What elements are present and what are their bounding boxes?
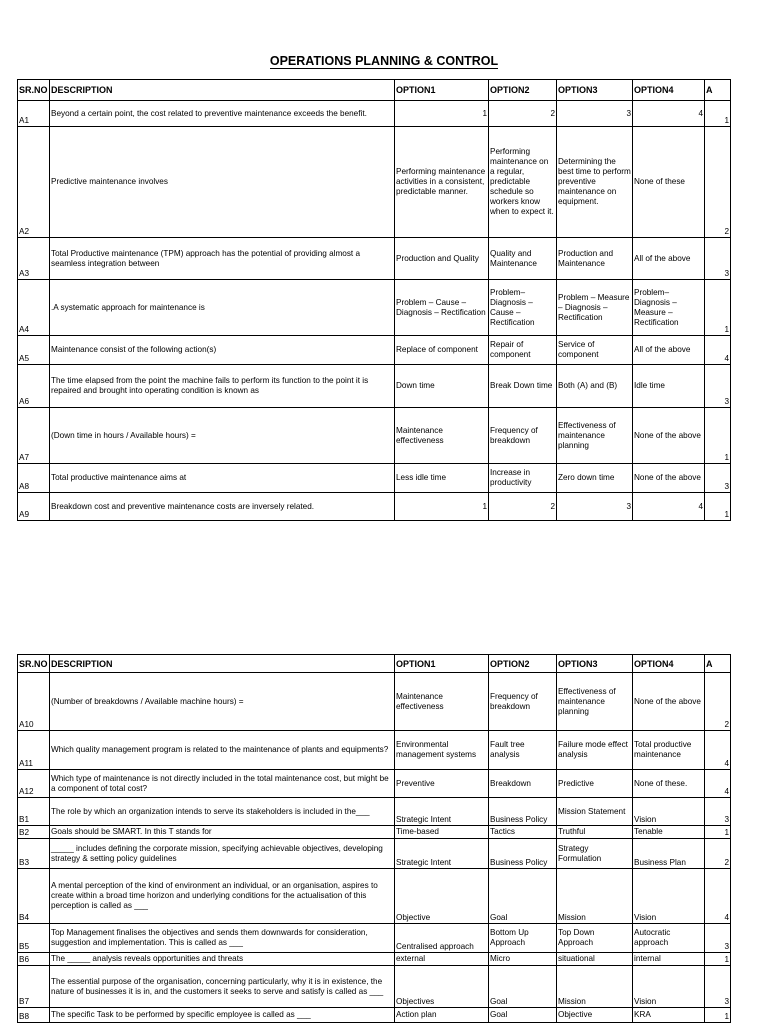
table-row — [18, 839, 731, 869]
option3-cell: Objective — [557, 1008, 633, 1023]
answer-cell: 1 — [705, 953, 731, 966]
option2-cell: Repair of component — [489, 336, 557, 365]
option3-cell: Effectiveness of maintenance planning — [557, 673, 633, 731]
table-row — [18, 101, 731, 127]
option2-cell: Break Down time — [489, 365, 557, 408]
option2-cell: Business Policy — [489, 798, 557, 826]
sr-cell: B3 — [18, 839, 50, 869]
option1-cell: Objectives — [395, 966, 489, 1008]
option4-cell: KRA — [633, 1008, 705, 1023]
option1-cell: Replace of component — [395, 336, 489, 365]
description-cell: .A systematic approach for maintenance is — [50, 280, 395, 336]
option1-cell: external — [395, 953, 489, 966]
description-cell: (Down time in hours / Available hours) = — [50, 408, 395, 464]
option3-cell: Strategy Formulation — [557, 839, 633, 869]
option4-cell: None of these. — [633, 770, 705, 798]
sr-cell: A2 — [18, 127, 50, 238]
option2-cell: Business Policy — [489, 839, 557, 869]
option4-cell: None of the above — [633, 408, 705, 464]
option4-cell: 4 — [633, 493, 705, 521]
option3-cell: Production and Maintenance — [557, 238, 633, 280]
header-option1: OPTION1 — [395, 80, 489, 101]
option2-cell: Goal — [489, 1008, 557, 1023]
description-cell: Total productive maintenance aims at — [50, 464, 395, 493]
answer-cell: 2 — [705, 673, 731, 731]
option2-cell: 2 — [489, 101, 557, 127]
header-option4: OPTION4 — [633, 655, 705, 673]
option1-cell: Strategic Intent — [395, 839, 489, 869]
sr-cell: B7 — [18, 966, 50, 1008]
description-cell: The time elapsed from the point the machine fails to perform its function to the point it is repaired and brought into operating condition is known as — [50, 365, 395, 408]
description-cell: A mental perception of the kind of environment an individual, or an organisation, aspires to create within a broad time horizon and underlying conditions for the actualisation of this perception is called as ___ — [50, 869, 395, 924]
option4-cell: Autocratic approach — [633, 924, 705, 953]
table-row — [18, 953, 731, 966]
option1-cell: Production and Quality — [395, 238, 489, 280]
option4-cell: None of these — [633, 127, 705, 238]
header-option2: OPTION2 — [489, 80, 557, 101]
option4-cell: Total productive maintenance — [633, 731, 705, 770]
sr-cell: A8 — [18, 464, 50, 493]
table-row — [18, 869, 731, 924]
sr-cell: A12 — [18, 770, 50, 798]
option2-cell: Goal — [489, 869, 557, 924]
table-header-row — [18, 80, 731, 101]
description-cell: Top Management finalises the objectives and sends them downwards for consideration, suggestion and implementation. This is called as ___ — [50, 924, 395, 953]
option3-cell: Zero down time — [557, 464, 633, 493]
sr-cell: A3 — [18, 238, 50, 280]
option4-cell: 4 — [633, 101, 705, 127]
header-answer: A — [705, 655, 731, 673]
answer-cell: 3 — [705, 798, 731, 826]
sr-cell: A1 — [18, 101, 50, 127]
table-row — [18, 770, 731, 798]
option3-cell: Effectiveness of maintenance planning — [557, 408, 633, 464]
option3-cell: 3 — [557, 493, 633, 521]
table-row — [18, 826, 731, 839]
description-cell: Goals should be SMART. In this T stands for — [50, 826, 395, 839]
option4-cell: Idle time — [633, 365, 705, 408]
sr-cell: B8 — [18, 1008, 50, 1023]
description-cell: Beyond a certain point, the cost related to preventive maintenance exceeds the benefit. — [50, 101, 395, 127]
questions-table-2 — [17, 654, 731, 1023]
description-cell: Total Productive maintenance (TPM) approach has the potential of providing almost a seamless integration between — [50, 238, 395, 280]
option4-cell: None of the above — [633, 464, 705, 493]
description-cell: Maintenance consist of the following action(s) — [50, 336, 395, 365]
option4-cell: Tenable — [633, 826, 705, 839]
option2-cell: Tactics — [489, 826, 557, 839]
option2-cell: 2 — [489, 493, 557, 521]
answer-cell: 1 — [705, 826, 731, 839]
table-row — [18, 1008, 731, 1023]
page-title — [0, 54, 768, 68]
header-srno: SR.NO — [18, 80, 50, 101]
table-row — [18, 464, 731, 493]
option1-cell: 1 — [395, 101, 489, 127]
answer-cell: 3 — [705, 924, 731, 953]
option3-cell: Service of component — [557, 336, 633, 365]
option1-cell: Less idle time — [395, 464, 489, 493]
option1-cell: Centralised approach — [395, 924, 489, 953]
header-srno: SR.NO — [18, 655, 50, 673]
header-option3: OPTION3 — [557, 655, 633, 673]
option1-cell: Time-based — [395, 826, 489, 839]
option2-cell: Fault tree analysis — [489, 731, 557, 770]
answer-cell: 1 — [705, 280, 731, 336]
answer-cell: 4 — [705, 869, 731, 924]
option1-cell: Objective — [395, 869, 489, 924]
option1-cell: Environmental management systems — [395, 731, 489, 770]
table-header-row — [18, 655, 731, 673]
option2-cell: Goal — [489, 966, 557, 1008]
option3-cell: Mission Statement — [557, 798, 633, 826]
option3-cell: Failure mode effect analysis — [557, 731, 633, 770]
option1-cell: Preventive — [395, 770, 489, 798]
option4-cell: All of the above — [633, 238, 705, 280]
option3-cell: Mission — [557, 869, 633, 924]
option3-cell: Predictive — [557, 770, 633, 798]
description-cell: (Number of breakdowns / Available machine hours) = — [50, 673, 395, 731]
answer-cell: 4 — [705, 336, 731, 365]
option3-cell: Truthful — [557, 826, 633, 839]
option1-cell: Action plan — [395, 1008, 489, 1023]
option3-cell: situational — [557, 953, 633, 966]
sr-cell: B2 — [18, 826, 50, 839]
header-option4: OPTION4 — [633, 80, 705, 101]
table-row — [18, 408, 731, 464]
option1-cell: Down time — [395, 365, 489, 408]
option2-cell: Frequency of breakdown — [489, 408, 557, 464]
answer-cell: 1 — [705, 408, 731, 464]
option4-cell: Vision — [633, 798, 705, 826]
header-description: DESCRIPTION — [50, 80, 395, 101]
option4-cell: Problem– Diagnosis – Measure – Rectification — [633, 280, 705, 336]
header-option2: OPTION2 — [489, 655, 557, 673]
answer-cell: 1 — [705, 101, 731, 127]
sr-cell: B1 — [18, 798, 50, 826]
answer-cell: 3 — [705, 365, 731, 408]
option2-cell: Micro — [489, 953, 557, 966]
description-cell: The specific Task to be performed by specific employee is called as ___ — [50, 1008, 395, 1023]
option3-cell: Problem – Measure – Diagnosis – Rectification — [557, 280, 633, 336]
answer-cell: 4 — [705, 770, 731, 798]
header-option3: OPTION3 — [557, 80, 633, 101]
option3-cell: Both (A) and (B) — [557, 365, 633, 408]
table-row — [18, 798, 731, 826]
answer-cell: 2 — [705, 127, 731, 238]
title-text: OPERATIONS PLANNING & CONTROL — [269, 54, 499, 68]
description-cell: The essential purpose of the organisation, concerning particularly, why it is in existence, the nature of businesses it is in, and the customers it seeks to serve and satisfy is called as ___ — [50, 966, 395, 1008]
sr-cell: B4 — [18, 869, 50, 924]
header-answer: A — [705, 80, 731, 101]
answer-cell: 1 — [705, 493, 731, 521]
option4-cell: Business Plan — [633, 839, 705, 869]
option4-cell: None of the above — [633, 673, 705, 731]
sr-cell: A6 — [18, 365, 50, 408]
header-description: DESCRIPTION — [50, 655, 395, 673]
description-cell: The _____ analysis reveals opportunities and threats — [50, 953, 395, 966]
header-option1: OPTION1 — [395, 655, 489, 673]
option2-cell: Performing maintenance on a regular, predictable schedule so workers know when to expect it. — [489, 127, 557, 238]
sr-cell: A11 — [18, 731, 50, 770]
option3-cell: 3 — [557, 101, 633, 127]
option4-cell: Vision — [633, 869, 705, 924]
table-row — [18, 731, 731, 770]
option2-cell: Increase in productivity — [489, 464, 557, 493]
sr-cell: A10 — [18, 673, 50, 731]
table-row — [18, 924, 731, 953]
option1-cell: Maintenance effectiveness — [395, 673, 489, 731]
table-row — [18, 966, 731, 1008]
option2-cell: Problem– Diagnosis – Cause – Rectification — [489, 280, 557, 336]
sr-cell: B6 — [18, 953, 50, 966]
sr-cell: A9 — [18, 493, 50, 521]
answer-cell: 4 — [705, 731, 731, 770]
questions-table-1 — [17, 79, 731, 521]
description-cell: Which type of maintenance is not directly included in the total maintenance cost, but might be a component of total cost? — [50, 770, 395, 798]
option1-cell: Strategic Intent — [395, 798, 489, 826]
option3-cell: Top Down Approach — [557, 924, 633, 953]
option1-cell: 1 — [395, 493, 489, 521]
sr-cell: A7 — [18, 408, 50, 464]
table-row — [18, 127, 731, 238]
answer-cell: 2 — [705, 839, 731, 869]
option4-cell: internal — [633, 953, 705, 966]
option2-cell: Breakdown — [489, 770, 557, 798]
description-cell: _____ includes defining the corporate mission, specifying achievable objectives, developing strategy & setting policy guidelines — [50, 839, 395, 869]
description-cell: Breakdown cost and preventive maintenance costs are inversely related. — [50, 493, 395, 521]
answer-cell: 3 — [705, 238, 731, 280]
option4-cell: All of the above — [633, 336, 705, 365]
description-cell: Predictive maintenance involves — [50, 127, 395, 238]
table-row — [18, 365, 731, 408]
option1-cell: Performing maintenance activities in a consistent, predictable manner. — [395, 127, 489, 238]
table-row — [18, 493, 731, 521]
table-row — [18, 280, 731, 336]
option1-cell: Maintenance effectiveness — [395, 408, 489, 464]
table-row — [18, 336, 731, 365]
option3-cell: Determining the best time to perform preventive maintenance on equipment. — [557, 127, 633, 238]
sr-cell: B5 — [18, 924, 50, 953]
table-row — [18, 238, 731, 280]
option2-cell: Quality and Maintenance — [489, 238, 557, 280]
option2-cell: Bottom Up Approach — [489, 924, 557, 953]
option1-cell: Problem – Cause – Diagnosis – Rectification — [395, 280, 489, 336]
answer-cell: 3 — [705, 464, 731, 493]
sr-cell: A4 — [18, 280, 50, 336]
table-row — [18, 673, 731, 731]
description-cell: Which quality management program is related to the maintenance of plants and equipments? — [50, 731, 395, 770]
option4-cell: Vision — [633, 966, 705, 1008]
sr-cell: A5 — [18, 336, 50, 365]
description-cell: The role by which an organization intends to serve its stakeholders is included in the___ — [50, 798, 395, 826]
option2-cell: Frequency of breakdown — [489, 673, 557, 731]
answer-cell: 1 — [705, 1008, 731, 1023]
option3-cell: Mission — [557, 966, 633, 1008]
answer-cell: 3 — [705, 966, 731, 1008]
